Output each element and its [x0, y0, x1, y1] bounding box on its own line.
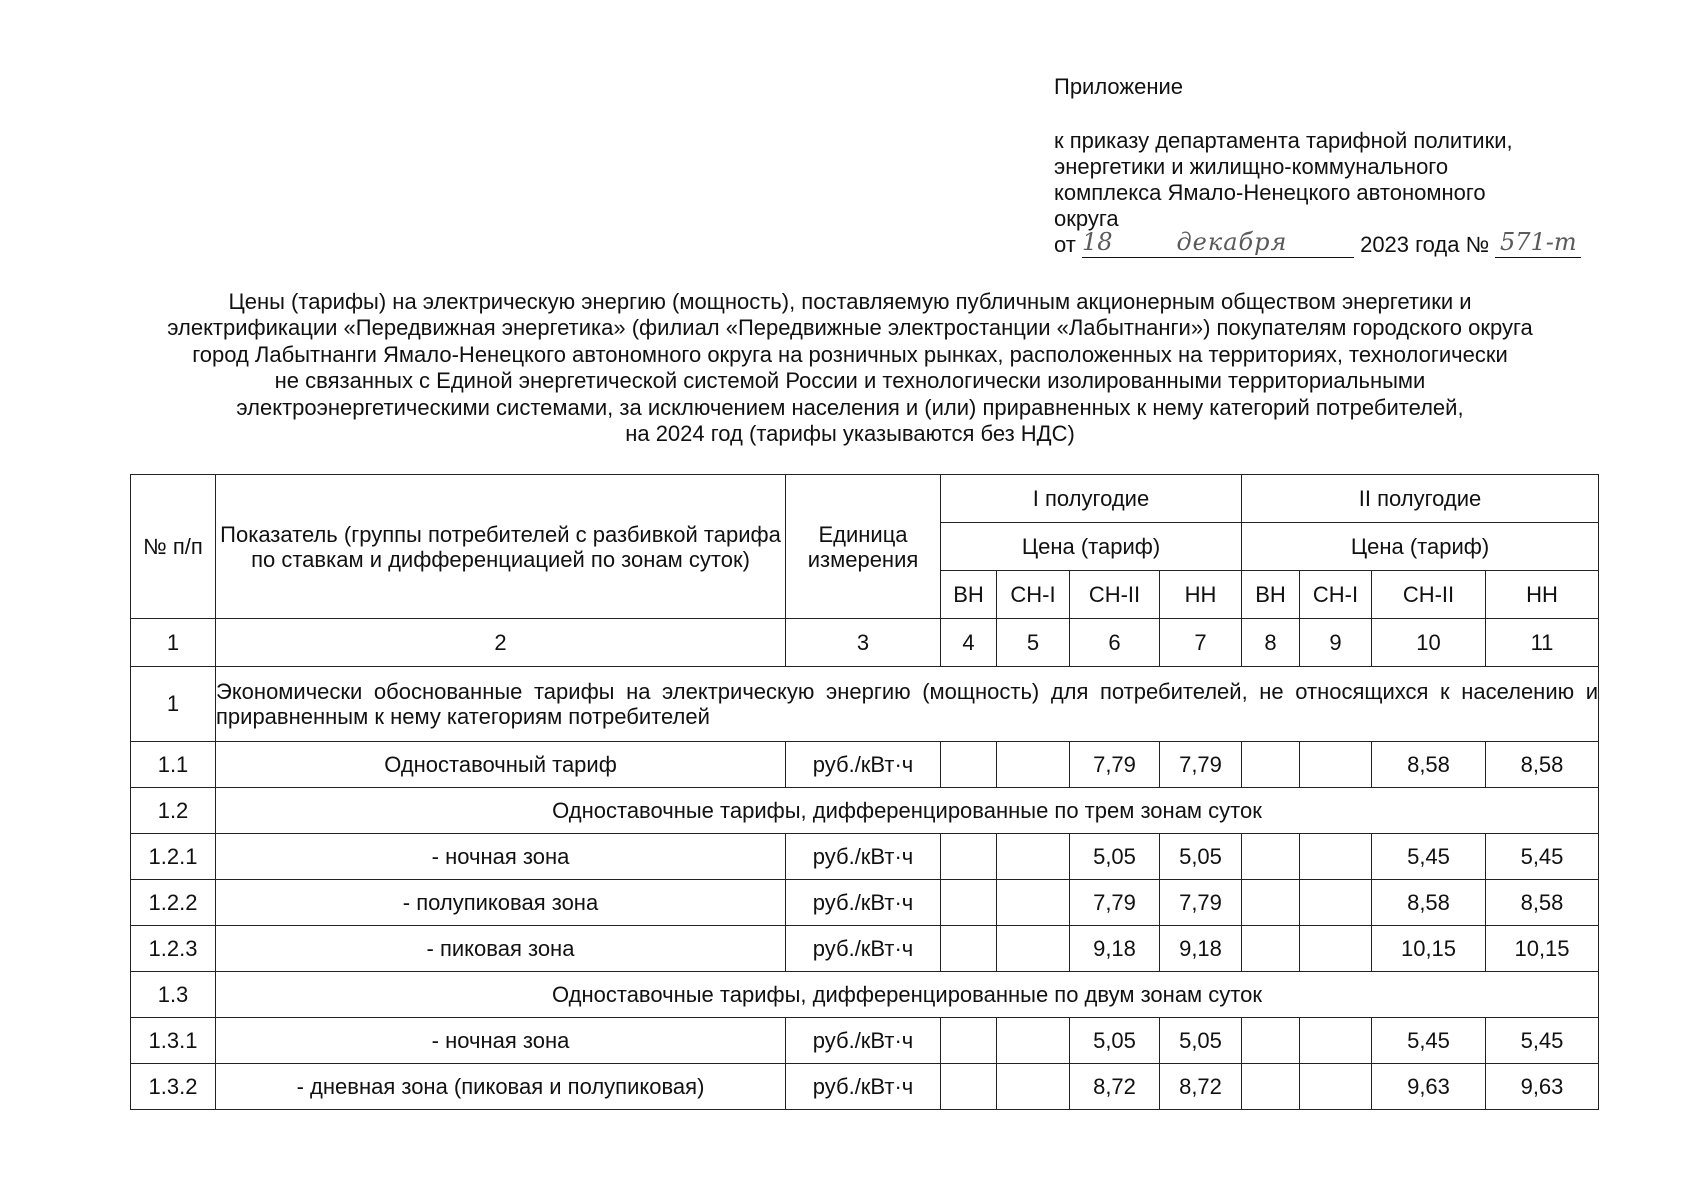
header-price-1: Цена (тариф) [941, 523, 1242, 571]
section-label: Одноставочные тарифы, дифференцированные по двум зонам суток [216, 972, 1599, 1018]
tariff-value [1242, 834, 1300, 880]
year-text: 2023 года № [1360, 232, 1490, 257]
column-number: 6 [1070, 619, 1160, 667]
appendix-line: энергетики и жилищно-коммунального [1054, 154, 1449, 179]
tariff-value [941, 1018, 997, 1064]
tariff-value: 9,18 [1070, 926, 1160, 972]
appendix-line: к приказу департамента тарифной политики, [1054, 128, 1513, 153]
order-date-line [1054, 228, 1614, 262]
tariff-value [941, 880, 997, 926]
tariff-value [997, 742, 1070, 788]
tariff-value [1300, 1018, 1372, 1064]
row-code: 1.2 [131, 788, 216, 834]
tariff-value: 8,58 [1372, 880, 1486, 926]
row-label: - ночная зона [216, 1018, 786, 1064]
header-level: СН-II [1070, 571, 1160, 619]
handwritten-day: 18 [1081, 228, 1113, 256]
tariff-value: 5,05 [1070, 834, 1160, 880]
header-unit: Единица измерения [786, 475, 941, 619]
header-level: ВН [1242, 571, 1300, 619]
header-half-1: I полугодие [941, 475, 1242, 523]
tariff-value [941, 742, 997, 788]
tariff-value [997, 1018, 1070, 1064]
header-level: СН-II [1372, 571, 1486, 619]
section-row [131, 972, 1599, 1018]
appendix-block [1054, 74, 1614, 262]
tariff-value [941, 834, 997, 880]
tariff-value [941, 926, 997, 972]
row-label: - ночная зона [216, 834, 786, 880]
title-line: на 2024 год (тарифы указываются без НДС) [625, 421, 1075, 447]
row-label: - дневная зона (пиковая и полупиковая) [216, 1064, 786, 1110]
tariff-value: 8,58 [1486, 880, 1599, 926]
row-unit: руб./кВт·ч [786, 1018, 941, 1064]
column-number: 1 [131, 619, 216, 667]
row-unit: руб./кВт·ч [786, 880, 941, 926]
column-number: 10 [1372, 619, 1486, 667]
table-row [131, 1018, 1599, 1064]
header-half-2: II полугодие [1242, 475, 1599, 523]
tariff-value: 9,63 [1372, 1064, 1486, 1110]
column-number: 5 [997, 619, 1070, 667]
row-unit: руб./кВт·ч [786, 742, 941, 788]
tariff-value: 10,15 [1372, 926, 1486, 972]
header-level: ВН [941, 571, 997, 619]
table-row [131, 742, 1599, 788]
header-level: СН-I [997, 571, 1070, 619]
row-label: Одноставочный тариф [216, 742, 786, 788]
tariff-value [1242, 1064, 1300, 1110]
tariff-value: 7,79 [1160, 742, 1242, 788]
tariff-value: 8,58 [1372, 742, 1486, 788]
handwritten-order-number: 571-т [1495, 235, 1581, 258]
table-row [131, 926, 1599, 972]
row-unit: руб./кВт·ч [786, 926, 941, 972]
column-number: 8 [1242, 619, 1300, 667]
tariff-value: 8,72 [1070, 1064, 1160, 1110]
tariff-value [1242, 880, 1300, 926]
tariff-value: 5,45 [1372, 834, 1486, 880]
table-row [131, 834, 1599, 880]
row-code: 1.2.3 [131, 926, 216, 972]
column-number: 11 [1486, 619, 1599, 667]
header-indicator: Показатель (группы потребителей с разбивкой тарифа по ставкам и дифференциацией по зонам суток) [216, 475, 786, 619]
tariff-value [997, 834, 1070, 880]
tariff-value [1242, 742, 1300, 788]
section-label: Экономически обоснованные тарифы на электрическую энергию (мощность) для потребителей, не относящихся к населению и приравненным к нему категориям потребителей [216, 667, 1599, 742]
title-line: электроэнергетическими системами, за исключением населения и (или) приравненных к нему категорий потребителей, [236, 394, 1464, 420]
tariff-value [997, 1064, 1070, 1110]
row-code: 1.3.1 [131, 1018, 216, 1064]
tariff-value: 5,05 [1070, 1018, 1160, 1064]
tariff-value: 5,45 [1372, 1018, 1486, 1064]
tariff-value: 10,15 [1486, 926, 1599, 972]
column-number: 4 [941, 619, 997, 667]
header-num: № п/п [131, 475, 216, 619]
column-number: 9 [1300, 619, 1372, 667]
tariff-value [1242, 926, 1300, 972]
tariff-table [130, 474, 1599, 1110]
title-line: не связанных с Единой энергетической системой России и технологически изолированными территориальными [274, 368, 1426, 394]
row-code: 1.3 [131, 972, 216, 1018]
header-price-2: Цена (тариф) [1242, 523, 1599, 571]
section-row [131, 788, 1599, 834]
tariff-value: 9,18 [1160, 926, 1242, 972]
tariff-value: 5,45 [1486, 834, 1599, 880]
tariff-value: 5,45 [1486, 1018, 1599, 1064]
tariff-value: 7,79 [1160, 880, 1242, 926]
tariff-value [1242, 1018, 1300, 1064]
header-level: НН [1486, 571, 1599, 619]
row-code: 1 [131, 667, 216, 742]
tariff-value: 9,63 [1486, 1064, 1599, 1110]
column-number: 7 [1160, 619, 1242, 667]
table-row [131, 880, 1599, 926]
title-line: город Лабытнанги Ямало-Ненецкого автономного округа на розничных рынках, расположенных на территориях, технологически [192, 341, 1508, 367]
tariff-table-body [131, 475, 1599, 1110]
header-level: СН-I [1300, 571, 1372, 619]
tariff-value [997, 880, 1070, 926]
tariff-value [997, 926, 1070, 972]
title-line: электрификации «Передвижная энергетика» (филиал «Передвижные электростанции «Лабытнанги») покупателям городского округа [167, 315, 1533, 341]
header-level: НН [1160, 571, 1242, 619]
tariff-value: 8,58 [1486, 742, 1599, 788]
appendix-line: округа [1054, 206, 1119, 231]
section-label: Одноставочные тарифы, дифференцированные по трем зонам суток [216, 788, 1599, 834]
title-line: Цены (тарифы) на электрическую энергию (мощность), поставляемую публичным акционерным обществом энергетики и [228, 289, 1472, 314]
row-code: 1.2.2 [131, 880, 216, 926]
row-code: 1.3.2 [131, 1064, 216, 1110]
tariff-value: 8,72 [1160, 1064, 1242, 1110]
tariff-value: 7,79 [1070, 742, 1160, 788]
section-row [131, 667, 1599, 742]
row-unit: руб./кВт·ч [786, 834, 941, 880]
row-code: 1.1 [131, 742, 216, 788]
table-row [131, 1064, 1599, 1110]
date-prefix: от [1054, 232, 1076, 257]
row-label: - полупиковая зона [216, 880, 786, 926]
tariff-value [941, 1064, 997, 1110]
document-title [40, 289, 1660, 447]
tariff-value [1300, 1064, 1372, 1110]
column-number: 3 [786, 619, 941, 667]
row-code: 1.2.1 [131, 834, 216, 880]
tariff-value: 5,05 [1160, 1018, 1242, 1064]
tariff-value [1300, 742, 1372, 788]
column-number-row [131, 619, 1599, 667]
column-number: 2 [216, 619, 786, 667]
tariff-value: 5,05 [1160, 834, 1242, 880]
appendix-line: комплекса Ямало-Ненецкого автономного [1054, 180, 1486, 205]
row-unit: руб./кВт·ч [786, 1064, 941, 1110]
handwritten-month: декабря [1110, 235, 1354, 258]
appendix-heading: Приложение [1054, 74, 1184, 99]
tariff-value: 7,79 [1070, 880, 1160, 926]
row-label: - пиковая зона [216, 926, 786, 972]
tariff-value [1300, 880, 1372, 926]
tariff-value [1300, 834, 1372, 880]
tariff-value [1300, 926, 1372, 972]
